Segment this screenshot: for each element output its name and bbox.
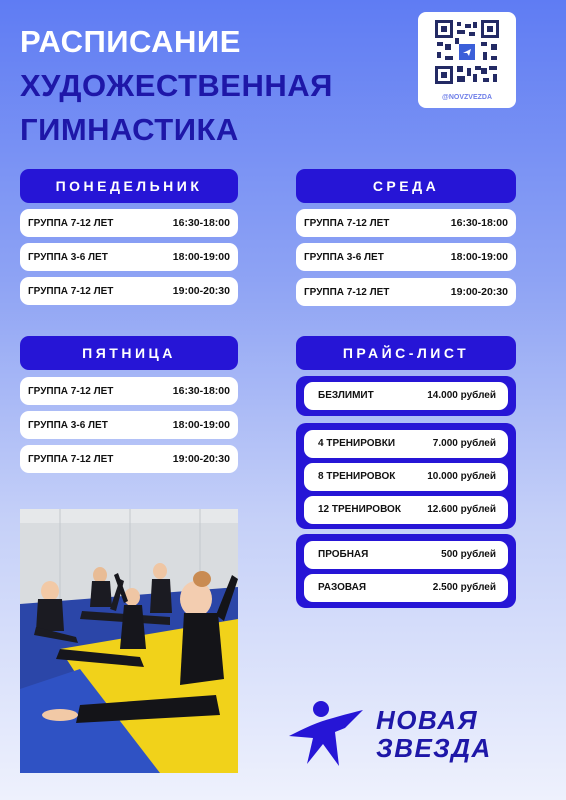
logo-wordmark bbox=[376, 706, 492, 762]
pricelist-header: ПРАЙС-ЛИСТ bbox=[296, 336, 516, 370]
price-name: 12 ТРЕНИРОВОК bbox=[318, 504, 401, 515]
qr-handle: @NOVZVEZDA bbox=[442, 94, 492, 101]
group-label: ГРУППА 7-12 ЛЕТ bbox=[28, 453, 114, 465]
price-name: ПРОБНАЯ bbox=[318, 549, 369, 560]
price-block-single bbox=[296, 534, 516, 608]
price-value: 500 рублей bbox=[441, 549, 496, 560]
price-value: 2.500 рублей bbox=[432, 582, 496, 593]
group-label: ГРУППА 7-12 ЛЕТ bbox=[304, 286, 390, 298]
friday-row-3 bbox=[20, 445, 238, 473]
friday-row-1 bbox=[20, 377, 238, 405]
price-value: 10.000 рублей bbox=[427, 471, 496, 482]
title-line-2: ХУДОЖЕСТВЕННАЯ bbox=[20, 68, 333, 103]
time-label: 16:30-18:00 bbox=[172, 385, 230, 397]
price-row bbox=[304, 382, 508, 410]
time-label: 18:00-19:00 bbox=[450, 251, 508, 263]
monday-row-3 bbox=[20, 277, 238, 305]
group-label: ГРУППА 7-12 ЛЕТ bbox=[304, 217, 390, 229]
price-row bbox=[304, 496, 508, 524]
price-value: 7.000 рублей bbox=[432, 438, 496, 449]
monday-header: ПОНЕДЕЛЬНИК bbox=[20, 169, 238, 203]
qr-code-icon bbox=[435, 20, 499, 84]
price-row bbox=[304, 430, 508, 458]
wednesday-row-3 bbox=[296, 278, 516, 306]
gymnastics-photo bbox=[20, 509, 238, 773]
friday-header: ПЯТНИЦА bbox=[20, 336, 238, 370]
wednesday-row-1 bbox=[296, 209, 516, 237]
price-value: 14.000 рублей bbox=[427, 390, 496, 401]
price-row bbox=[304, 574, 508, 602]
time-label: 19:00-20:30 bbox=[172, 285, 230, 297]
time-label: 16:30-18:00 bbox=[172, 217, 230, 229]
price-name: 4 ТРЕНИРОВКИ bbox=[318, 438, 396, 449]
star-figure-icon bbox=[285, 698, 365, 770]
time-label: 19:00-20:30 bbox=[450, 286, 508, 298]
monday-row-2 bbox=[20, 243, 238, 271]
page-title bbox=[20, 20, 333, 152]
title-line-1: РАСПИСАНИЕ bbox=[20, 24, 241, 59]
time-label: 16:30-18:00 bbox=[450, 217, 508, 229]
group-label: ГРУППА 7-12 ЛЕТ bbox=[28, 217, 114, 229]
group-label: ГРУППА 7-12 ЛЕТ bbox=[28, 385, 114, 397]
monday-row-1 bbox=[20, 209, 238, 237]
logo-line-2: ЗВЕЗДА bbox=[376, 733, 492, 763]
title-line-3: ГИМНАСТИКА bbox=[20, 112, 239, 147]
price-block-unlimited bbox=[296, 376, 516, 416]
group-label: ГРУППА 7-12 ЛЕТ bbox=[28, 285, 114, 297]
wednesday-row-2 bbox=[296, 243, 516, 271]
group-label: ГРУППА 3-6 ЛЕТ bbox=[304, 251, 384, 263]
qr-card[interactable] bbox=[418, 12, 516, 108]
price-value: 12.600 рублей bbox=[427, 504, 496, 515]
price-row bbox=[304, 541, 508, 569]
group-label: ГРУППА 3-6 ЛЕТ bbox=[28, 419, 108, 431]
friday-row-2 bbox=[20, 411, 238, 439]
price-name: РАЗОВАЯ bbox=[318, 582, 367, 593]
time-label: 19:00-20:30 bbox=[172, 453, 230, 465]
time-label: 18:00-19:00 bbox=[172, 251, 230, 263]
price-name: 8 ТРЕНИРОВОК bbox=[318, 471, 396, 482]
group-label: ГРУППА 3-6 ЛЕТ bbox=[28, 251, 108, 263]
price-name: БЕЗЛИМИТ bbox=[318, 390, 374, 401]
time-label: 18:00-19:00 bbox=[172, 419, 230, 431]
logo-line-1: НОВАЯ bbox=[376, 705, 479, 735]
price-block-packages bbox=[296, 423, 516, 529]
price-row bbox=[304, 463, 508, 491]
wednesday-header: СРЕДА bbox=[296, 169, 516, 203]
